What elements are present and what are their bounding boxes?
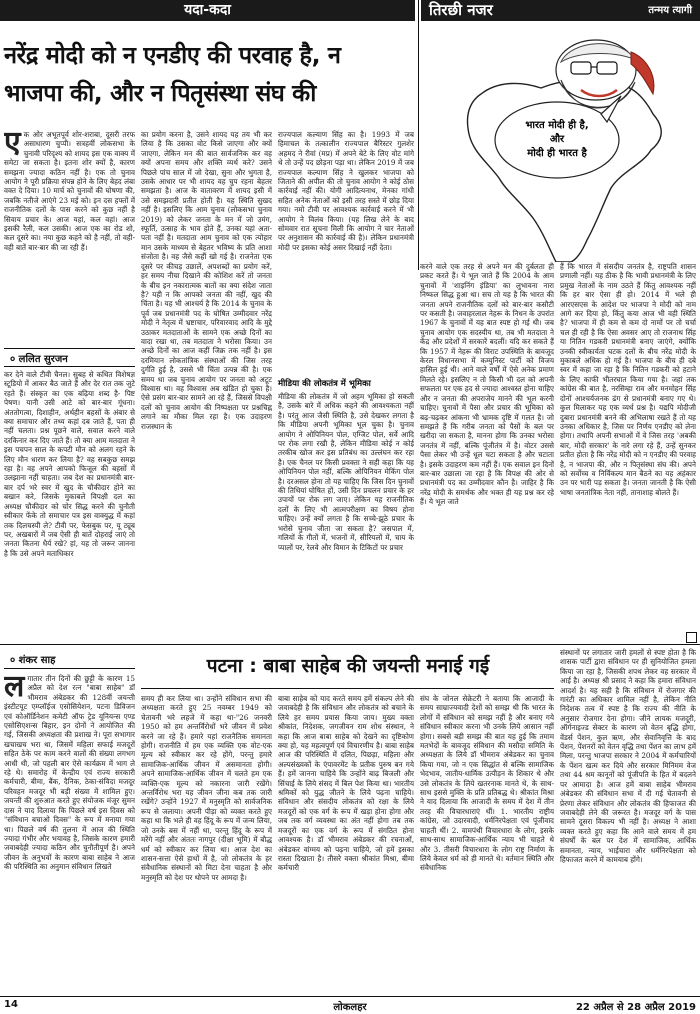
- cartoon-section-title: तिरछी नजर: [429, 1, 493, 19]
- second-col4-text: संघ के जोनल सेक्रेटरी ने बताया कि आजादी के समय साम्राज्यवादी देशों को समझ थी कि भारत के लोगों में संविधान को समझ नहीं है और बनाए गये संविधान स्वीकार करना भी उनके लिये आसान नहीं होगा। सबसे बड़ी समझ की बात यह हुई कि तमाम मतभेदों के बावजूद संविधान की मसौदा समिति के अध्यक्षता के लिये डॉ भीमराव अंबेडकर का चुनाव किया गया, जो न एक सिद्धांत से बल्कि सामाजिक भेदभाव, जातीय-धार्मिक उत्पीड़न के शिकार थे और उसे लोकतंत्र के लिये खतरनाक मानते थे, के साथ-साथ इससे मुक्ति के प्रति प्रतिबद्ध थे। श्रीकांत मिश्रा ने याद दिलाया कि आजादी के समय में देश में तीन तरह की विचारधाराएं थीं। 1. भारतीय राष्ट्रीय कांग्रेस, जो उदारवादी, धर्मनिरपेक्षता एवं पूंजीवाद चाहती थीं। 2. वामपंथी विचारधारा के लोग, इसके साथ-साथ सामाजिक-आर्थिक न्याय भी चाहते थे और 3. तीसरी विचारधारा के लोग राष्ट्र निर्माण के लिये केवल धर्म को ही मानते थे। वर्तमान स्थिति और संवैधानिक: [420, 694, 554, 873]
- footer-rule: [0, 996, 700, 997]
- section-header-yada-kada: [0, 0, 415, 21]
- lead-column-4: [420, 262, 554, 640]
- speech-line-2: और: [549, 134, 565, 145]
- section-title: यदा-कदा: [184, 2, 231, 18]
- lead-col3-text: राज्यपाल कल्याण सिंह का है। 1993 में जब हिमाचल के तत्कालीन राज्यपाल बैरिस्टर गुलशेर अहमद ने रीवां (मप्र) में अपने बेटे के लिए वोट मांगे थे तो उन्हें पद छोड़ना पड़ा था। लेकिन 2019 में जब राज्यपाल कल्याण सिंह ने खुलकर भाजपा को जिताने की अपील की तो चुनाव आयोग ने कोई ठोस कार्रवाई नहीं की। योगी आदित्यनाथ, मेनका गांधी सहित अनेक नेताओं को इसी तरह सस्ते में छोड़ दिया गया। नमो टीवी पर आवश्यक कार्रवाई करने में भी आयोग ने विलंब किया। (यह लिख लेने के बाद सोमवार रात सूचना मिली कि आयोग ने चार नेताओं पर अनुशासन की कार्रवाई की है)। लेकिन प्रधानमंत्री मोदी पर इसका कोई असर दिखाई नहीं देता।: [278, 130, 414, 252]
- lead-col1b-text: कर देने वाले टीवी चैनल। सुबह से कथित विशेषज्ञ स्टूडियो में आकर बैठ जाते हैं और देर रात तक जुटे रहते हैं। संस्कृत का एक बढ़िया शब्द है- पिष्ट पेषण। यानी उसी आटे को बार-बार गूंधना। अंततोगत्वा, दिशाहीन, अर्थहीन बहसों के अंबार से क्या समाचार और तथ्य कहां दब जाते हैं, पता ही नहीं चलता। प्रश्न पूछने वाले, सवाल करने वाले दरकिनार कर दिए जाते हैं। तो क्या आम मतदाता ने इस पचपन साल के कपटी मौन को अलग रहने के लिए मौन धारण कर लिया है? वह सबकुछ समझ रहा है। वह अपने आपको फिजूल की बहसों में उलझाना नहीं चाहता। जब देश का प्रधानमंत्री बार-बार दर्प भरे स्वर में खुद के चौकीदार होने का बखान करे, जिसके मुकाबले विपक्षी दल का अध्यक्ष चौकीदार को चोर सिद्ध करने की चुनौती स्वीकार फेंके तो समाचार पत्र इस वाक्युद्ध में कहां तक दिलचस्पी ले? टीवी पर, फेसबुक पर, यू ट्यूब पर, अखबारों में जब ऐसी ही बातें दोहराई जाएं तो जनता कितना धैर्य रखे? हां, यह तो जरूर जानना है कि उसे अपने मताधिकार: [4, 370, 135, 558]
- publication-name: लोकलहर: [333, 1002, 367, 1013]
- second-col2-text: समय ही कर लिया था। उन्होंने संविधान सभा की अध्यक्षता करते हुए 25 नवम्बर 1949 को चेतावनी भरे लहजे में कहा था-"26 जनवरी 1950 को हम अन्तर्विरोधों भरे जीवन में प्रवेश करने जा रहे हैं। हमारे यहां राजनैतिक समानता होगी। राजनीति में हम एक व्यक्ति एक वोट-एक मूल्य को स्वीकार कर रहे होंगे, परन्तु हमारे सामाजिक-आर्थिक जीवन में असमानता होगी। अपने सामाजिक-आर्थिक जीवन में चलते हम एक व्यक्ति-एक मूल्य को नकारना जारी रखेंगे। अन्तर्विरोध भरा यह जीवन जीना कब तक जारी रखेंगे? उन्होंने 1927 में मनुस्मृति को सार्वजनिक रूप से जलाया। अपनी पीड़ा को व्यक्त करते हुए कहा था कि भले ही वह हिंदू के रूप में जन्म लिया, जो उनके बस में नहीं था, परन्तु हिंदू के रूप में मरेंगे नहीं और अंततः नागपुर (दीक्षा भूमि) में बौद्ध धर्म को स्वीकार कर लिया था। आज देश का शासन-सत्ता ऐसे हाथों में है, जो लोकतंत्र के हर संवैधानिक संस्थानों को मिटा देना चाहता है और मनुस्मृति को देश पर थोपने पर आमदा है।: [141, 694, 272, 882]
- second-column-3: [278, 694, 414, 992]
- lead-column-3b: [278, 392, 414, 640]
- second-col3-text: बाबा साहेब को याद करते समय हमें संकल्प लेने की जवाबदेही है कि संविधान और लोकतंत्र को बचाने के लिये हर समय प्रयास किया जाय। मुख्य वक्ता श्रीकांत, निदेशक, जगजीवन राम शोध संस्थान, ने कहा कि आज बाबा साहेब को देखने का दृष्टिकोण क्या हो, यह महत्वपूर्ण एवं विचारणीय है। बाबा साहेब आज की परिस्थिति में दलित, पिछड़ा, महिला और अल्पसंख्यकों के एंपावरमेंट के प्रतीक पुरुष बन गये हैं। हमें जानना चाहिये कि उन्होंने बाढ़ बिजली और सिंचाई के लिये संसद में बिल पेश किया था। भारतीय श्रमिकों को युद्ध जीतने के लिये पढ़ना चाहिये। संविधान और संसदीय लोकतंत्र को रक्षा के लिये मजदूरों को एक वर्ग के रूप में खड़ा होना होगा और जब तक वर्ग व्यवस्था का अंत नहीं होगा तब तक मजदूरों का एक वर्ग के रूप में संगठित होना आवश्यक है। डॉ भीमराव अंबेडकर की रचनाओं, अंबेडकर वांग्मय को पढ़ना चाहिये, जो हमें इसका रास्ता दिखाता है। तीसरे वक्ता श्रीकांत मिश्रा, बीमा कर्मचारी: [278, 694, 414, 873]
- speech-line-1: भारत मोदी ही है,: [525, 120, 589, 131]
- section-header-tirchhi-najar: [421, 0, 700, 21]
- second-col1-text: गातार तीन दिनों की छुट्टी के कारण 15 अप्रैल को देश रत्न "बाबा साहेब" डॉ भीमराव अंबेडकर की 128वीं जयन्ती इंस्टीटयूट एम्प्लॉईज एसोसियेशन, पटना डिविजन एवं कोऑर्डिनेशन कमेटी ऑफ ट्रेड यूनियन्स एण्ड एसोसिएशन्स बिहार, इन दोनों ने आयोजित की गई, जिसकी अध्यक्षता की प्रशाख ने। पूरा सभागार खचाखच भरा था, जिसमें महिला सफाई मजदूरों सहित ठेके पर काम करने वालों की संख्या लगभग आधी थी, जो पहली बार ऐसे कार्यक्रम में भाग ले रहे थे। समारोह में केन्द्रीय एवं राज्य सरकारी कर्मचारी, बीमा, बैंक, दैनिक, ठेका-संविदा मजदूर परिवहन मजदूर भी बड़ी संख्या में शामिल हुए। जयन्ती की शुरुआत करते हुए संयोजक मंजूर सुमन दास ने याद दिलाया कि पिछले वर्ष इस दिवस को "संविधान बचाओ दिवस" के रूप में मनाया गया था। पिछले वर्ष की तुलना में आज की स्थिति ज्यादा गंभीर और भयावह है, जिसके कारण हमारी जवाबदेही ज्यादा कठिन और चुनौतीपूर्ण है। अपने जीवन के अनुभवों के कारण बाबा साहेब ने आज की परिस्थिति का अनुमान संविधान लिखते: [4, 674, 135, 872]
- second-byline-rule: [4, 668, 135, 669]
- lead-headline: [4, 36, 416, 112]
- lead-headline-line1: नरेंद्र मोदी को न एनडीए की परवाह है, न: [4, 41, 341, 69]
- article-end-mark: [686, 628, 697, 647]
- lead-column-1b: [4, 370, 135, 640]
- lead-col2-text: का प्रयोग करना है, उसने शायद यह तय भी कर लिया है कि उसका वोट किसे जाएगा और क्यों जाएगा, लेकिन मन की बात सार्वजनिक कर वह क्यों अपना समय और शक्ति व्यर्थ करे? उसने पिछले पांच साल में जो देखा, सुना और भुगता है, उसके आधार पर भी शायद वह चुप रहना बेहतर समझता है। आज के वातावरण में शायद इसी में उसे समझदारी प्रतीत होती है। यह स्थिति सुखद नहीं है। इसलिए कि आम चुनाव (लोकसभा चुनाव 2019) को लेकर जनता के मन में जो उमंग, स्फूर्ति, उत्साह के भाव होते हैं, उनका यहां अता-पता नहीं है। मतदाता आम चुनाव को एक त्योहार मान उसके माध्यम से बेहतर भविष्य के प्रति आशा संजोता है। वह जैसे कहीं खो गई है। राजनेता एक दूसरे पर कीचड़ उछालें, अपशब्दों का प्रयोग करें, हर समय नीचा दिखाने की कोशिश करें तो जनता के बीच इन नकारात्मक बातों का क्या संदेश जाता है? यही न कि आपको जनता की नहीं, खुद की चिंता है। यह भी आश्चर्य है कि 2014 के चुनाव के पूर्व जब प्रधानमंत्री पद के घोषित उम्मीदवार नरेंद्र मोदी ने नेतृत्व में भ्रष्टाचार, परिवारवाद आदि के मुद्दे उठाकर मतदाताओं के सामने एक अच्छे दिनों का वादा रखा था, तब मतदाता ने भरोसा किया। उन अच्छे दिनों का आज कहीं जिक्र तक नहीं है। इस दरमियान लोकतांत्रिक संस्थाओं की जिस तरह दुर्गति हुई है, उससे भी चिंता उत्पन्न की है। एक समय था जब चुनाव आयोग पर जनता को अटूट विश्वास था। वह विश्वास अब खंडित हो चुका है। ऐसे प्रसंग बार-बार सामने आ रहे हैं, जिससे विपक्षी दलों को चुनाव आयोग की निष्पक्षता पर प्रश्नचिह्न लगाने का मौका मिल रहा है। एक उदाहरण राजस्थान के: [141, 130, 272, 431]
- second-column-4: [420, 694, 554, 992]
- lead-subhead: मीडिया की लोकतंत्र में भूमिका: [278, 379, 371, 389]
- second-col5-text: संस्थानों पर लगातार जारी हमलों से स्पष्ट होता है कि शासक पार्टी द्वारा संविधान पर ही सुनियोजित हमला किया जा रहा है, जिसकी शपथ लेकर वह सरकार में आई है। अध्यक्ष श्री प्रसाद ने कहा कि हमारा संविधान आदर्श है। यह सही है कि संविधान में रोजगार की गारंटी का अधिकार शामिल नहीं है, लेकिन नीति निदेशक तत्व में स्पष्ट है कि राज्य की नीति के अनुसार रोजगार देना होगा। जीने लायक मजदूरी, ऑर्गनाइज्ड सेक्टर के कारण जो वेतन बृद्धि होगा, वेंडर्स पेंशन, कुल ऋण, और सेवानिवृत्ति के बाद पेंशन, पेंशनरों को वेतन वृद्धि तथा पेंशन का लाभ हमें मिला, परन्तु भाजपा सरकार ने 2004 में कर्मचारियों के पेंशन खत्म कर दिये और सरकार मिनिमम वेज तथा 44 श्रम कानूनों को पूंजीपति के हित में बदलने पर आमादा है। आज हमें बाबा साहेब भीमराव अंबेडकर की संविधान सभा में दी गई चेतावनी से प्रेरणा लेकर संविधान और लोकतंत्र की हिफाजत की जवाबदेही लेने की जरूरत है। मजदूर वर्ग के पास सामने दूसरा विकल्प भी नहीं है। अध्यक्ष ने आशा व्यक्त करते हुए कहा कि आने वाले समय में हम संघर्षों के बल पर देश में सामाजिक, आर्थिक समानता, न्याय, भाईचारा और धर्मनिरपेक्षता को हिफाजत करने में कामयाब होंगे।: [560, 648, 696, 864]
- byline-rule: [4, 348, 135, 349]
- divider-second-headline: [141, 688, 554, 689]
- second-author-byline: ० शंकर साह: [10, 655, 56, 666]
- lead-col4-text: करने वाले एक तरह से अपने मन की दुर्बलता ही प्रकट करते हैं। ये भूल जाते हैं कि 2004 के आम चुनावों में 'शाइनिंग इंडिया' का लुभावना नारा निष्फल सिद्ध हुआ था। सच तो यह है कि भारत की जनता अपने राजनीतिक दलों को बार-बार कसौटी पर कसती है। जवाहरलाल नेहरू के निधन के उपरांत 1967 के चुनावों में यह बात स्पष्ट हो गई थी। जब चुनाव आयोग एक सदस्यीय था, तब भी मतदाता ने केंद्र और प्रदेशों में सरकारें बदलीं। यदि कर सकते हैं कि 1957 में नेहरू की विराट उपस्थिति के बावजूद केरल विधानसभा में कम्युनिस्ट पार्टी को विजय हासिल हुई थी। आने वाले वर्षों में ऐसे अनेक प्रमाण मिलते रहे। इसलिए न तो किसी भी दल को अपनी सफलता पर एक हद से ज्यादा आश्वस्त होना चाहिए और न जनता की अपराजेय मानने की भूल करनी चाहिए। चुनावों में पैसा और प्रचार की भूमिका को बढ़-चढ़कर आंकना भी भ्रामक दृष्टि में गलत है। जो समझते हैं कि गरीब जनता को पैसों के बल पर खरीदा जा सकता है, मानना होगा कि उनका भरोसा जनतंत्र में नहीं, बल्कि पूंजीतंत्र में है। वोटर उससे पैसा लेकर भी उन्हें धूल चटा सकता है और चटाता है। इसके उदाहरण कम नहीं हैं। एक सवाल इन दिनों बार-बार उछाला जा रहा है कि विपक्ष की ओर से प्रधानमंत्री पद का उम्मीदवार कौन है। जाहिर है कि नरेंद्र मोदी के समर्थक और भक्त ही यह प्रश्न कर रहे हैं। ये भूल जाते: [420, 262, 554, 507]
- lead-headline-line2: भाजपा की, और न पितृसंस्था संघ की: [4, 79, 316, 107]
- lead-column-5: [560, 262, 696, 626]
- issue-date: 22 अप्रैल से 28 अप्रैल 2019: [575, 1002, 696, 1013]
- cartoon-illustration: [421, 22, 700, 262]
- author-byline: ० ललित सुरजन: [10, 354, 68, 365]
- lead-column-1: [4, 130, 135, 348]
- lead-dropcap: ए: [4, 130, 21, 160]
- lead-col3b-text: मीडिया की लोकतंत्र में जो अहम भूमिका हो सकती है, उसके बारे में अधिक कहने की आवश्यकता नहीं है। परंतु आज जैसी स्थिति है, उसे देखकर लगता है कि मीडिया अपनी भूमिका भूल चुका है। चुनाव आयोग ने ओपिनियन पोल, एग्जिट पोल, सर्वे आदि पर रोक लगा रखी है, लेकिन मीडिया कोई न कोई तरकीब खोज कर इस प्रतिबंध का उल्लंघन कर रहा है। एक चैनल पर किसी प्रवक्ता ने सही कहा कि यह ओपिनियन पोल नहीं, बल्कि ओपिनियन मेकिंग पोल है। दरअसल होना तो यह चाहिए कि जिस दिन चुनावों की तिथियां घोषित हों, उसी दिन प्रचलन प्रचार के हर उपायों पर रोक लग जाए। लेकिन यह राजनीतिक दलों के लिए भी आत्मपरीक्षण का विषय होना चाहिए। उन्हें क्यों लगता है कि सच्चे-झूठे प्रचार के भरोसे चुनाव जीता जा सकता है? जसपाल में, गलियों के गीतों में, भजनों में, सीरियलों में, चाय के प्यालों पर, रेलवे और विमान के टिकिटों पर प्रचार: [278, 392, 414, 552]
- divider-lead-bottom: [0, 644, 700, 645]
- second-dropcap: ल: [4, 674, 25, 704]
- second-column-1: [4, 674, 135, 992]
- cartoonist-name: तन्मय त्यागी: [648, 5, 692, 16]
- second-column-5: [560, 648, 696, 992]
- lead-column-2: [141, 130, 272, 640]
- byline-rule-bottom: [4, 366, 135, 367]
- cartoon-panel: [421, 22, 700, 262]
- page-number: 14: [4, 999, 18, 1010]
- second-headline: पटना : बाबा साहेब की जयन्ती मनाई गई: [206, 655, 490, 677]
- lead-col1-text: क ओर अभूतपूर्व शोर-शराबा, दूसरी तरफ असाधारण चुप्पी। सत्रहवीं लोकसभा के चुनावी परिदृश्य को शायद इस एक वाक्य में समेटा जा सकता है। इतना शोर क्यों है, कारण समझना ज्यादा कठिन नहीं है। एक तो चुनाव आयोग ने पूरी प्रक्रिया संपन्न होने के लिए बेहद लंबा वक्त दे दिया। 10 मार्च को चुनावों की घोषणा की, जबकि नतीजे आएंगे 23 मई को। इन दस हफ्तों में राजनीतिक दलों के पास करने को कुछ नहीं है सिवाय प्रचार के। आज यहां, कल वहां। आज इसकी रैली, कल उसकी। आज एक का रोड शो, कल दूसरे का। नया कुछ कहने को है नहीं, तो वही-वही बातें बार-बार की जा रही हैं।: [4, 130, 135, 252]
- lead-column-3: [278, 130, 414, 376]
- divider-top-vertical: [418, 0, 419, 270]
- second-column-2: [141, 694, 272, 992]
- lead-col5-text: हैं कि भारत में संसदीय जनतंत्र है, राष्ट्रपति शासन प्रणाली नहीं। यह ठीक है कि भावी प्रधानमंत्री के लिए प्रमुख नेताओं के नाम उठते हैं किंतु आवश्यक नहीं कि हर बार ऐसा ही हो। 2014 में भले ही आरएसएस के आदेश पर भाजपा ने मोदी को नाम आगे कर दिया हो, किंतु कया आज भी वही स्थिति है? भाजपा में ही कम से कम दो नामों पर तो चर्चा चल ही रही है कि ऐसा अवसर आए तो राजनाथ सिंह या नितिन गडकरी प्रधानमंत्री बनाए जाएंगे, क्योंकि उनकी स्वीकार्यता घटक दलों के बीच नरेंद्र मोदी के मुकाबले अधिक हो गई है। भाजपा के बीच ही दबे स्वर में कहा जा रहा है कि नितिन गडकरी को हटाने के लिए काफी भीतरघात किया गया है। जहां तक कांग्रेस की बात है, नरसिम्हा राव और मनमोहन सिंह दोनों आश्चर्यजनक ढंग से प्रधानमंत्री बनाए गए थे। कुल मिलाकर यह एक व्यर्थ प्रश्न है। यद्यपि मोदीजी दुबारा प्रधानमंत्री बनने की अभिलाषा रखते हैं तो यह उनका अधिकार है, जिस पर निर्णय एनडीए को लेना होगा। तथापि अपनी सभाओं में वे जिस तरह 'अबकी बार, मोदी सरकार' के नारे लगा रहे हैं, उन्हें सुनकर प्रतीत होता है कि नरेंद्र मोदी को न एनडीए की परवाह है, न भाजपा की, और न पितृसंस्था संघ की। अपने को सर्वोच्च व निर्विकल्प मान बैठने का यह अहंकार उन पर भारी पड़ सकता है। जनता जानती है कि ऐसी भाषा जनतांत्रिक नेता नहीं, तानाशाह बोलते हैं।: [560, 262, 696, 497]
- speech-line-3: मोदी ही भारत है: [527, 148, 587, 159]
